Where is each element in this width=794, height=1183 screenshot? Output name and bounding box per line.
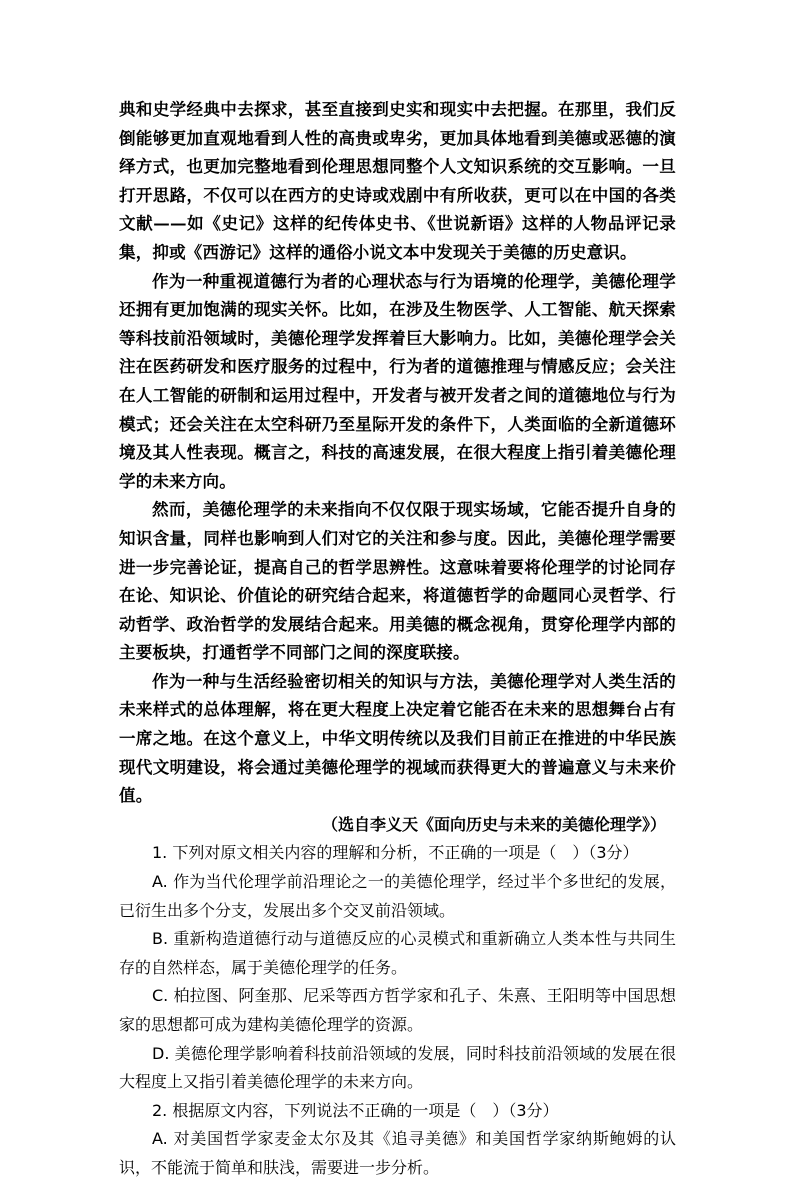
question-1-option-d: D. 美德伦理学影响着科技前沿领域的发展，同时科技前沿领域的发展在很大程度上又指引着美德伦理学的未来方向。 xyxy=(119,1043,676,1092)
question-1-option-b: B. 重新构造道德行动与道德反应的心灵模式和重新确立人类本性与共同生存的自然样态，属于美德伦理学的任务。 xyxy=(119,929,676,977)
question-1-option-a: A. 作为当代伦理学前沿理论之一的美德伦理学，经过半个多世纪的发展，已衍生出多个分支，发展出多个交叉前沿领域。 xyxy=(119,872,676,920)
passage-paragraph-2: 作为一种重视道德行为者的心理状态与行为语境的伦理学，美德伦理学还拥有更加饱满的现实关怀。比如，在涉及生物医学、人工智能、航天探索等科技前沿领域时，美德伦理学发挥着巨大影响力。比如，美德伦理学会关注在医药研发和医疗服务的过程中，行为者的道德推理与情感反应；会关注在人工智能的研制和运用过程中，开发者与被开发者之间的道德地位与行为模式；还会关注在太空科研乃至星际开发的条件下，人类面临的全新道德环境及其人性表现。概言之，科技的高速发展，在很大程度上指引着美德伦理学的未来方向。 xyxy=(119,271,676,491)
document-page xyxy=(119,96,676,1183)
passage-paragraph-4: 作为一种与生活经验密切相关的知识与方法，美德伦理学对人类生活的未来样式的总体理解，将在更大程度上决定着它能否在未来的思想舞台占有一席之地。在这个意义上，中华文明传统以及我们目前正在推进的中华民族现代文明建设，将会通过美德伦理学的视域而获得更大的普遍意义与未来价值。 xyxy=(119,671,676,806)
question-2-option-a: A. 对美国哲学家麦金太尔及其《追寻美德》和美国哲学家纳斯鲍姆的认识，不能流于简单和肤浅，需要进一步分析。 xyxy=(119,1129,676,1177)
passage-paragraph-3: 然而，美德伦理学的未来指向不仅仅限于现实场域，它能否提升自身的知识含量，同样也影响到人们对它的关注和参与度。因此，美德伦理学需要进一步完善论证，提高自己的哲学思辨性。这意味着要将伦理学的讨论同存在论、知识论、价值论的研究结合起来，将道德哲学的命题同心灵哲学、行动哲学、政治哲学的发展结合起来。用美德的概念视角，贯穿伦理学内部的主要板块，打通哲学不同部门之间的深度联接。 xyxy=(119,500,676,663)
passage-paragraph-1: 典和史学经典中去探求，甚至直接到史实和现实中去把握。在那里，我们反倒能够更加直观地看到人性的高贵或卑劣，更加具体地看到美德或恶德的演绎方式，也更加完整地看到伦理思想同整个人文知识系统的交互影响。一旦打开思路，不仅可以在西方的史诗或戏剧中有所收获，更可以在中国的各类文献——如《史记》这样的纪传体史书、《世说新语》这样的人物品评记录集，抑或《西游记》这样的通俗小说文本中发现关于美德的历史意识。 xyxy=(119,100,676,262)
question-1-option-c: C. 柏拉图、阿奎那、尼采等西方哲学家和孔子、朱熹、王阳明等中国思想家的思想都可成为建构美德伦理学的资源。 xyxy=(119,986,676,1034)
question-1-stem: 1. 下列对原文相关内容的理解和分析，不正确的一项是（ ）（3分） xyxy=(152,843,639,863)
question-2-stem: 2. 根据原文内容，下列说法不正确的一项是（ ）（3分） xyxy=(152,1100,559,1120)
passage-source: （选自李义天《面向历史与未来的美德伦理学》） xyxy=(321,814,666,834)
